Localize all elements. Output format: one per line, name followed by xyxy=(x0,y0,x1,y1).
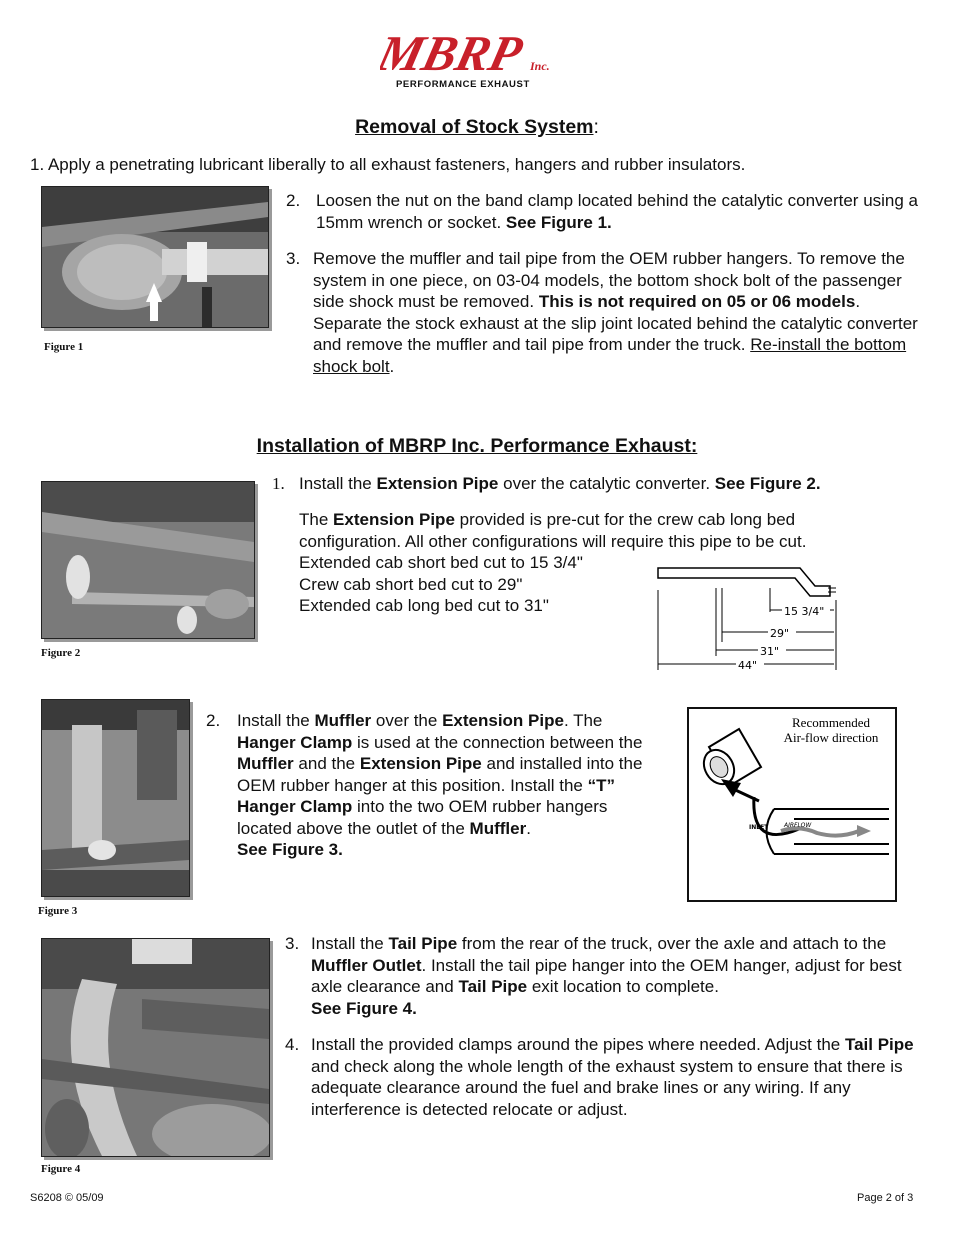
see-figure-3: See Figure 3. xyxy=(237,840,343,859)
install-step-4: 4. Install the provided clamps around the pipes where needed. Adjust the Tail Pipe and check along the whole length of the exhaust system to ensure that there is adequate clearance around the fuel and brake lines or any wiring. If any interference is detected relocate or adjust. xyxy=(285,1035,914,1119)
inlet-label: INLET xyxy=(749,824,769,831)
dim-label: 31" xyxy=(760,645,780,658)
cut-length-1: Extended cab short bed cut to 15 3/4" xyxy=(299,553,583,572)
reinstall-shock-bolt-note: Re-install the bottom shock bolt xyxy=(313,335,907,376)
install-step-3: 3. Install the Tail Pipe from the rear of the truck, over the axle and attach to the Muffler Outlet. Install the tail pipe hanger into the OEM hanger, adjust for best axle clearance and Tail Pipe exit location to complete. See Figure 4. xyxy=(285,934,902,1018)
dim-label: 15 3/4" xyxy=(784,605,825,618)
dim-label: 29" xyxy=(770,627,790,640)
see-figure-4: See Figure 4. xyxy=(311,998,417,1018)
install-heading: Installation of MBRP Inc. Performance Exhaust: xyxy=(256,435,698,457)
removal-step-2: 2. Loosen the nut on the band clamp located behind the catalytic converter using a 15mm wrench or socket. See Figure 1. xyxy=(286,191,919,232)
airflow-label: AIRFLOW xyxy=(784,822,812,829)
step-number: 2. xyxy=(286,191,301,210)
install-step-1: 1. Install the Extension Pipe over the catalytic converter. See Figure 2. xyxy=(272,474,821,493)
removal-heading: Removal of Stock System xyxy=(355,116,594,138)
figure-1-photo xyxy=(41,186,269,328)
cut-length-3: Extended cab long bed cut to 31" xyxy=(299,596,549,615)
airflow-title-1: Recommended xyxy=(792,715,870,730)
figure-3-photo xyxy=(41,699,190,897)
install-heading-row xyxy=(0,435,954,458)
removal-step-3: 3. Remove the muffler and tail pipe from the OEM rubber hangers. To remove the system in one piece, on 03-04 models, the bottom shock bolt of the passenger side shock must be removed. This is not required on 05 or 06 models. Separate the stock exhaust at the slip joint located behind the catalytic converter and remove the muffler and tail pipe from under the truck. Re-install the bottom shock bolt. xyxy=(286,249,918,376)
figure-4-caption: Figure 4 xyxy=(41,1163,81,1175)
logo-brand: MBRP xyxy=(380,26,528,81)
logo-tagline: PERFORMANCE EXHAUST xyxy=(396,79,530,90)
figure-1-caption: Figure 1 xyxy=(44,341,84,353)
removal-step-1: 1. Apply a penetrating lubricant liberally to all exhaust fasteners, hangers and rubber insulators. xyxy=(30,155,746,174)
see-figure-2: See Figure 2. xyxy=(714,474,821,493)
airflow-title-2: Air-flow direction xyxy=(783,730,879,745)
figure-2-caption: Figure 2 xyxy=(41,647,81,659)
dim-label: 44" xyxy=(738,659,758,672)
figure-3-caption: Figure 3 xyxy=(38,905,78,917)
airflow-diagram xyxy=(687,707,897,902)
page-number: Page 2 of 3 xyxy=(857,1192,914,1204)
mbrp-logo xyxy=(380,26,580,92)
removal-heading-colon: : xyxy=(593,116,599,138)
figure-2-photo xyxy=(41,481,255,639)
figure-4-photo xyxy=(41,938,270,1157)
doc-code: S6208 © 05/09 xyxy=(30,1192,104,1204)
extension-pipe-paragraph: The Extension Pipe provided is pre-cut for the crew cab long bed configuration. All other configurations will require this pipe to be cut. xyxy=(299,510,807,551)
see-figure-1: See Figure 1. xyxy=(505,212,612,232)
logo-suffix: Inc. xyxy=(530,59,550,73)
extension-pipe-diagram xyxy=(650,560,850,685)
removal-heading-row xyxy=(0,116,954,139)
install-step-2: 2. Install the Muffler over the Extension Pipe. The Hanger Clamp is used at the connection between the Muffler and the Extension Pipe and installed into the OEM rubber hanger at this position. Install the “T” Hanger Clamp into the two OEM rubber hangers located above the outlet of the Muffler. See Figure 3. xyxy=(206,711,643,859)
cut-length-2: Crew cab short bed cut to 29" xyxy=(299,575,523,594)
